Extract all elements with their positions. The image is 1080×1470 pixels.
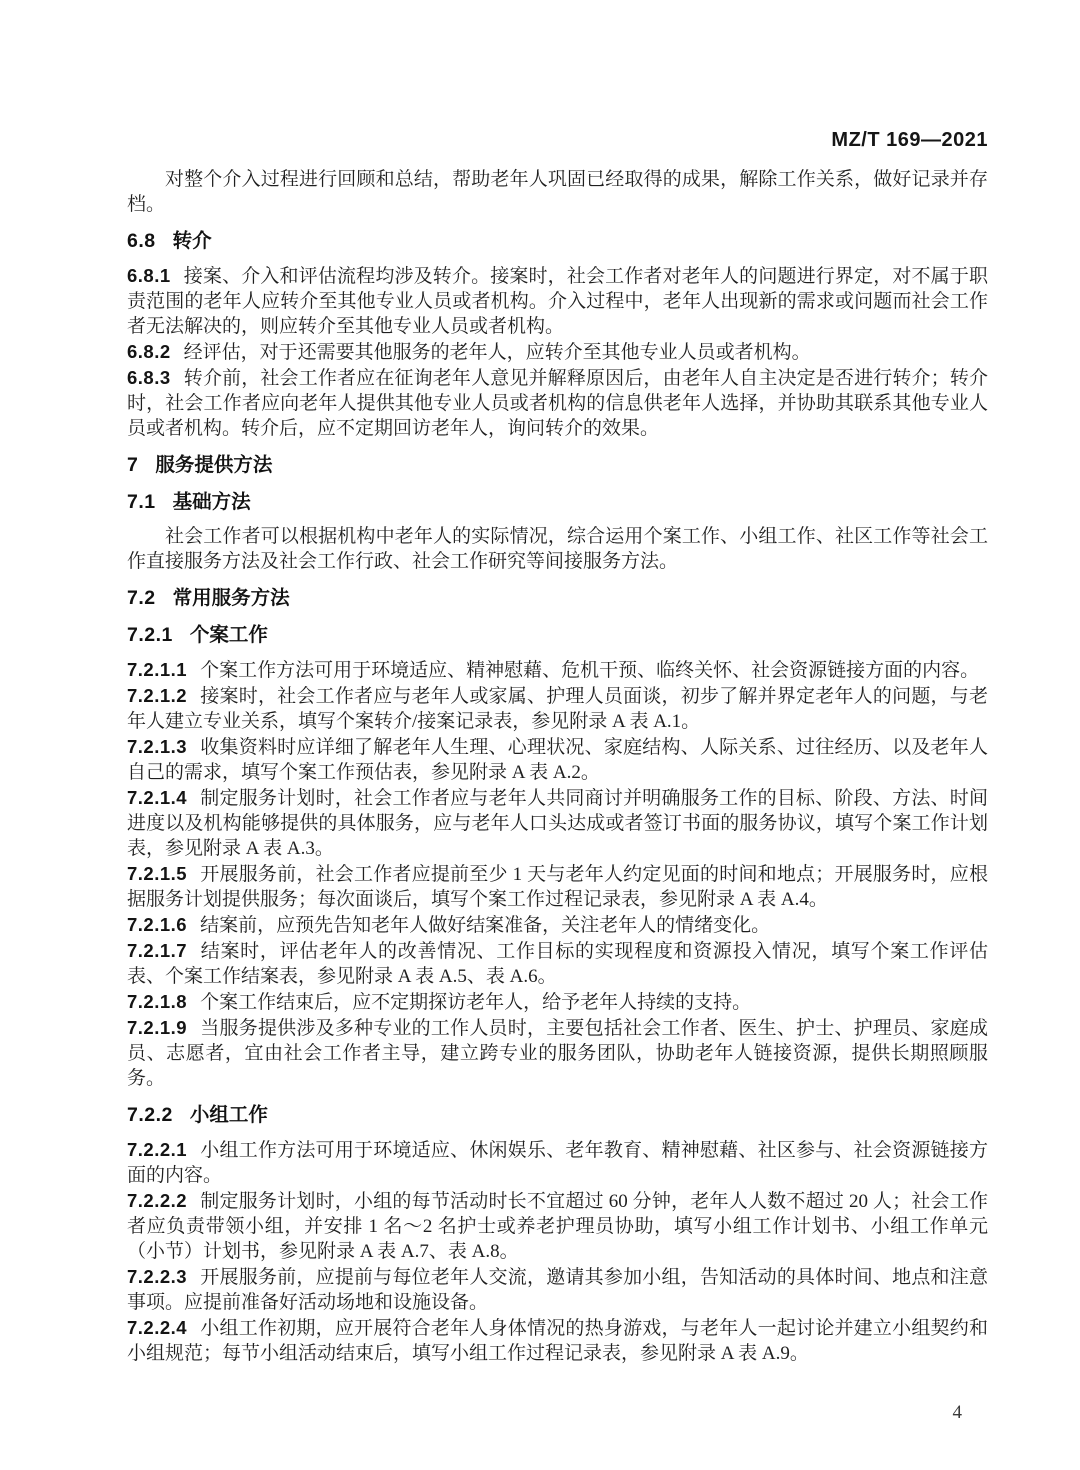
clause-number: 7.2.1.7 [127, 940, 188, 961]
clause-text: 开展服务前，社会工作者应提前至少 1 天与老年人约定见面的时间和地点；开展服务时，应根据服务计划提供服务；每次面谈后，填写个案工作过程记录表，参见附录 A 表 A.4。 [127, 864, 988, 910]
section-title: 基础方法 [172, 491, 251, 513]
chapter-title: 服务提供方法 [155, 454, 273, 476]
clause-7-2-2-1 [127, 1137, 988, 1188]
clause-text: 接案时，社会工作者应与老年人或家属、护理人员面谈，初步了解并界定老年人的问题，与老年人建立专业关系，填写个案转介/接案记录表，参见附录 A 表 A.1。 [127, 686, 988, 732]
section-number: 7.2 [127, 587, 156, 609]
clause-number: 6.8.2 [127, 341, 171, 362]
clause-number: 7.2.1.9 [127, 1017, 188, 1038]
chapter-number: 7 [127, 454, 139, 476]
clause-text: 个案工作结束后，应不定期探访老年人，给予老年人持续的支持。 [200, 992, 752, 1013]
clause-number: 7.2.1.2 [127, 685, 188, 706]
standard-number: MZ/T 169—2021 [831, 129, 988, 151]
clause-7-2-1-8 [127, 989, 988, 1015]
section-heading-7-1 [127, 489, 988, 515]
clause-7-2-1-2 [127, 683, 988, 734]
clause-text: 收集资料时应详细了解老年人生理、心理状况、家庭结构、人际关系、过往经历、以及老年人自己的需求，填写个案工作预估表，参见附录 A 表 A.2。 [127, 737, 988, 783]
clause-6-8-2 [127, 339, 988, 365]
clause-number: 7.2.2.1 [127, 1139, 188, 1160]
clause-7-2-1-5 [127, 861, 988, 912]
chapter-heading-7 [127, 452, 988, 478]
section-heading-7-2 [127, 585, 988, 611]
clause-number: 7.2.1.6 [127, 914, 188, 935]
clause-7-2-1-4 [127, 785, 988, 861]
clause-7-2-1-7 [127, 938, 988, 989]
clause-number: 7.2.2.2 [127, 1190, 188, 1211]
clause-7-2-1-6 [127, 912, 988, 938]
subsection-title: 小组工作 [189, 1104, 268, 1126]
clause-number: 7.2.1.4 [127, 787, 188, 808]
clause-text: 结案前，应预先告知老年人做好结案准备，关注老年人的情绪变化。 [200, 915, 771, 936]
clause-text: 接案、介入和评估流程均涉及转介。接案时，社会工作者对老年人的问题进行界定，对不属于职责范围的老年人应转介至其他专业人员或者机构。介入过程中，老年人出现新的需求或问题而社会工作者无法解决的，则应转介至其他专业人员或者机构。 [127, 266, 988, 337]
subsection-number: 7.2.2 [127, 1104, 173, 1126]
section-title: 转介 [172, 230, 212, 252]
paragraph-text: 对整个介入过程进行回顾和总结，帮助老年人巩固已经取得的成果，解除工作关系，做好记录并存档。 [127, 169, 988, 215]
section-number: 6.8 [127, 230, 156, 252]
clause-7-2-1-1 [127, 657, 988, 683]
clause-number: 7.2.1.5 [127, 863, 188, 884]
paragraph-text: 社会工作者可以根据机构中老年人的实际情况，综合运用个案工作、小组工作、社区工作等社会工作直接服务方法及社会工作行政、社会工作研究等间接服务方法。 [127, 526, 988, 572]
clause-6-8-3 [127, 365, 988, 441]
paragraph-basic-methods [127, 524, 988, 574]
clause-number: 7.2.2.3 [127, 1266, 188, 1287]
clause-number: 7.2.1.8 [127, 991, 188, 1012]
subsection-number: 7.2.1 [127, 624, 173, 646]
clause-text: 转介前，社会工作者应在征询老年人意见并解释原因后，由老年人自主决定是否进行转介；转介时，社会工作者应向老年人提供其他专业人员或者机构的信息供老年人选择，并协助其联系其他专业人员或者机构。转介后，应不定期回访老年人，询问转介的效果。 [127, 368, 988, 439]
clause-text: 开展服务前，应提前与每位老年人交流，邀请其参加小组，告知活动的具体时间、地点和注意事项。应提前准备好活动场地和设施设备。 [127, 1267, 988, 1313]
page-number: 4 [952, 1402, 962, 1423]
paragraph-closing-summary [127, 167, 988, 217]
page-header [127, 128, 988, 152]
clause-7-2-2-4 [127, 1315, 988, 1366]
clause-number: 7.2.1.1 [127, 659, 188, 680]
clause-number: 6.8.3 [127, 367, 171, 388]
clause-number: 7.2.1.3 [127, 736, 188, 757]
clause-text: 制定服务计划时，社会工作者应与老年人共同商讨并明确服务工作的目标、阶段、方法、时间进度以及机构能够提供的具体服务，应与老年人口头达成或者签订书面的服务协议，填写个案工作计划表，参见附录 A 表 A.3。 [127, 788, 988, 859]
clause-7-2-1-3 [127, 734, 988, 785]
clause-text: 制定服务计划时，小组的每节活动时长不宜超过 60 分钟，老年人人数不超过 20 人；社会工作者应负责带领小组，并安排 1 名～2 名护士或养老护理员协助，填写小组工作计划书、小组工作单元（小节）计划书，参见附录 A 表 A.7、表 A.8。 [127, 1191, 988, 1262]
clause-number: 7.2.2.4 [127, 1317, 188, 1338]
clause-text: 结案时，评估老年人的改善情况、工作目标的实现程度和资源投入情况，填写个案工作评估表、个案工作结案表，参见附录 A 表 A.5、表 A.6。 [127, 941, 988, 987]
page-footer [953, 1400, 963, 1425]
subsection-heading-7-2-1 [127, 622, 988, 648]
clause-text: 小组工作方法可用于环境适应、休闲娱乐、老年教育、精神慰藉、社区参与、社会资源链接方面的内容。 [127, 1140, 988, 1186]
section-number: 7.1 [127, 491, 156, 513]
clause-text: 经评估，对于还需要其他服务的老年人，应转介至其他专业人员或者机构。 [183, 342, 811, 363]
clause-6-8-1 [127, 263, 988, 339]
subsection-heading-7-2-2 [127, 1102, 988, 1128]
clause-7-2-2-2 [127, 1188, 988, 1264]
clause-text: 小组工作初期，应开展符合老年人身体情况的热身游戏，与老年人一起讨论并建立小组契约和小组规范；每节小组活动结束后，填写小组工作过程记录表，参见附录 A 表 A.9。 [127, 1318, 988, 1364]
document-body [127, 167, 988, 1366]
clause-7-2-1-9 [127, 1015, 988, 1091]
section-title: 常用服务方法 [172, 587, 290, 609]
subsection-title: 个案工作 [189, 624, 268, 646]
clause-number: 6.8.1 [127, 265, 171, 286]
section-heading-6-8 [127, 228, 988, 254]
clause-7-2-2-3 [127, 1264, 988, 1315]
clause-text: 个案工作方法可用于环境适应、精神慰藉、危机干预、临终关怀、社会资源链接方面的内容。 [200, 660, 980, 681]
clause-text: 当服务提供涉及多种专业的工作人员时，主要包括社会工作者、医生、护士、护理员、家庭成员、志愿者，宜由社会工作者主导，建立跨专业的服务团队，协助老年人链接资源，提供长期照顾服务。 [127, 1018, 988, 1089]
